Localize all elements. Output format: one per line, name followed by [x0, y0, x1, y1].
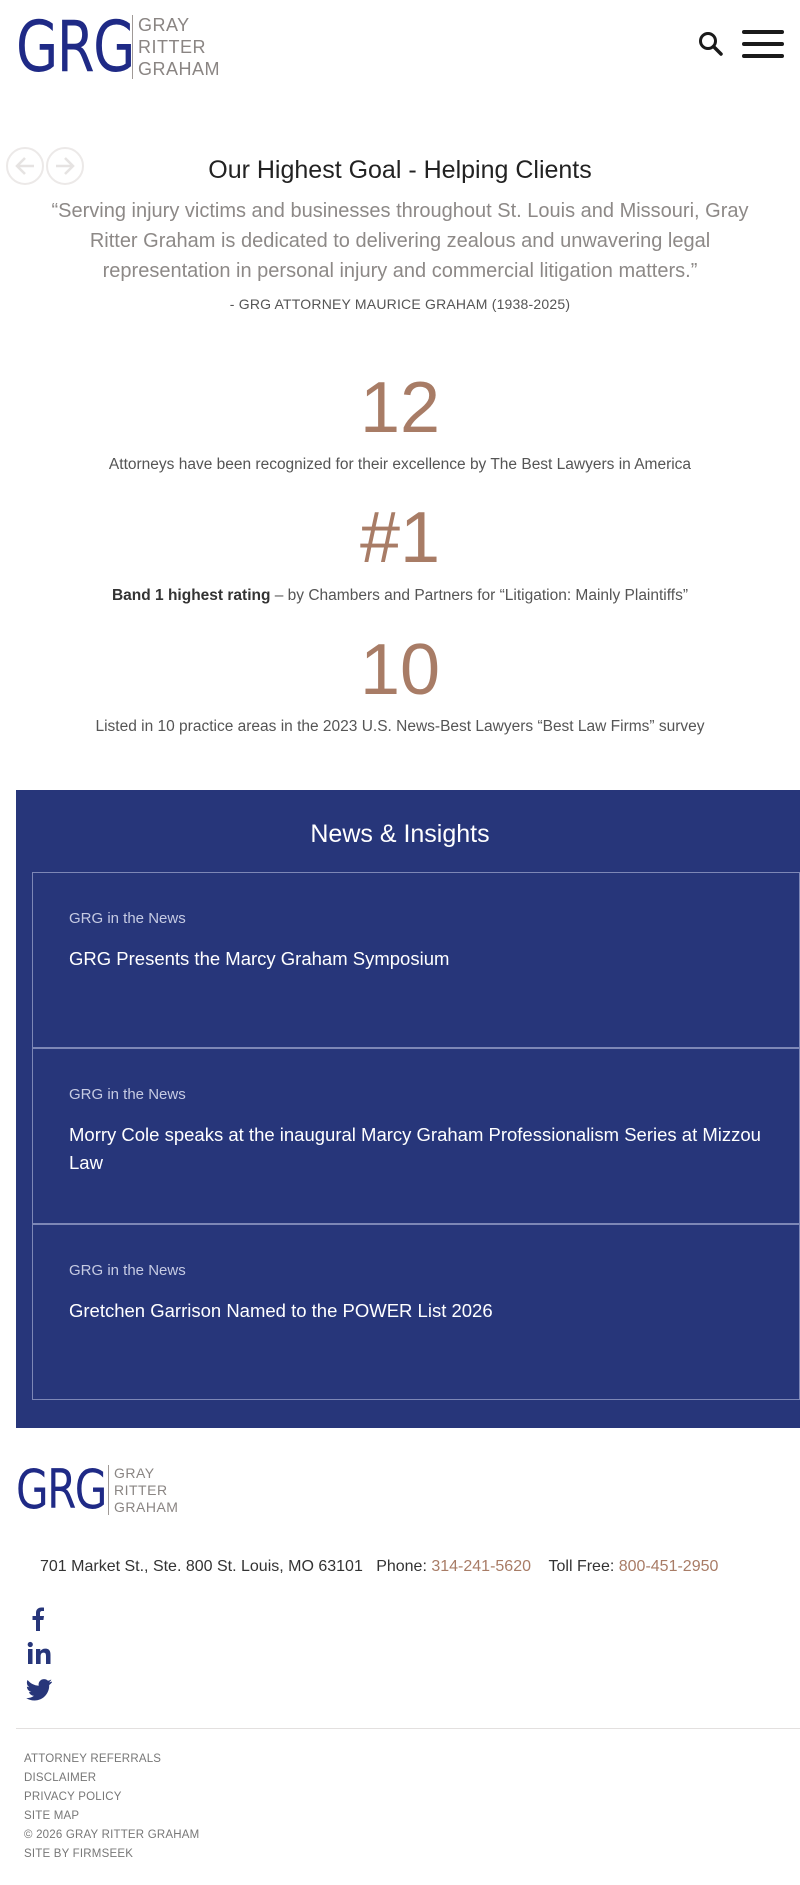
stat-description-text: Listed in 10 practice areas in the 2023 U.S. News-Best Lawyers “Best Law Firms” survey — [95, 718, 705, 735]
footer-link-site-map[interactable]: SITE MAP — [24, 1810, 80, 1822]
facebook-icon — [26, 1606, 54, 1632]
news-card-category: GRG in the News — [69, 1262, 186, 1279]
stat-description-bold: Band 1 highest rating — [111, 587, 271, 604]
quote-attribution: - GRG ATTORNEY MAURICE GRAHAM (1938-2025) — [229, 296, 571, 312]
menu-icon — [742, 30, 784, 58]
facebook-link[interactable] — [26, 1606, 54, 1632]
news-card-title[interactable]: Morry Cole speaks at the inaugural Marcy Graham Professionalism Series at Mizzou Law — [69, 1124, 761, 1173]
news-card[interactable] — [32, 872, 800, 1048]
news-heading: News & Insights — [310, 820, 490, 848]
stat-description-text: Attorneys have been recognized for their excellence by The Best Lawyers in America — [108, 456, 692, 473]
menu-button[interactable] — [742, 30, 784, 60]
linkedin-link[interactable] — [26, 1641, 54, 1667]
logo-word: GRAY — [114, 1465, 155, 1481]
search-button[interactable] — [697, 30, 725, 58]
logo-word: GRAY — [138, 15, 190, 35]
logo-wordmark — [132, 15, 220, 79]
stat-number: #1 — [359, 498, 441, 578]
logo-mark: GRG — [16, 6, 134, 88]
stat-description-text: – by Chambers and Partners for “Litigation: Mainly Plaintiffs” — [270, 587, 688, 604]
logo-wordmark — [108, 1465, 178, 1515]
footer-links — [24, 1750, 199, 1864]
news-card-title[interactable]: GRG Presents the Marcy Graham Symposium — [69, 948, 450, 969]
twitter-link[interactable] — [26, 1676, 54, 1702]
site-header — [0, 0, 800, 95]
footer-link-attorney-referrals[interactable]: ATTORNEY REFERRALS — [24, 1753, 162, 1765]
stat-number: 12 — [359, 368, 441, 448]
stat-description — [0, 718, 800, 736]
logo-word: RITTER — [114, 1482, 168, 1498]
news-card[interactable] — [32, 1224, 800, 1400]
footer-address: 701 Market St., Ste. 800 St. Louis, MO 63101 — [40, 1558, 363, 1575]
news-section — [16, 790, 800, 1428]
linkedin-icon — [26, 1641, 54, 1667]
footer-link-disclaimer[interactable]: DISCLAIMER — [24, 1772, 97, 1784]
news-card-category: GRG in the News — [69, 1086, 186, 1103]
stat-number: 10 — [359, 630, 441, 710]
goal-quote: “Serving injury victims and businesses throughout St. Louis and Missouri, Gray Ritter Graham is dedicated to delivering zealous and unwavering legal representation in personal injury and commercial litigation matters.” — [51, 200, 749, 282]
phone-label: Phone: — [376, 1558, 427, 1575]
logo-word: GRAHAM — [114, 1499, 179, 1515]
logo-word: GRAHAM — [138, 59, 221, 79]
news-card-category: GRG in the News — [69, 910, 186, 927]
footer-contact — [40, 1558, 718, 1576]
footer-link-privacy-policy[interactable]: PRIVACY POLICY — [24, 1791, 122, 1803]
news-card[interactable] — [32, 1048, 800, 1224]
footer-logo[interactable] — [16, 1458, 179, 1521]
stat-description — [0, 456, 800, 474]
tollfree-label: Toll Free: — [548, 1558, 615, 1575]
footer-copyright: © 2026 GRAY RITTER GRAHAM — [24, 1829, 200, 1841]
stat-description — [0, 587, 800, 605]
logo-word: RITTER — [138, 37, 206, 57]
goal-heading: Our Highest Goal - Helping Clients — [208, 156, 592, 184]
logo-mark: GRG — [16, 1458, 106, 1521]
tollfree-link[interactable]: 800-451-2950 — [618, 1558, 719, 1575]
footer-link-firmseek[interactable]: SITE BY FIRMSEEK — [24, 1848, 134, 1860]
news-card-title[interactable]: Gretchen Garrison Named to the POWER List 2026 — [69, 1300, 493, 1321]
phone-link[interactable]: 314-241-5620 — [431, 1558, 531, 1575]
search-icon — [697, 30, 725, 58]
site-logo[interactable] — [16, 6, 221, 88]
twitter-icon — [26, 1676, 54, 1702]
footer-divider — [16, 1728, 800, 1729]
